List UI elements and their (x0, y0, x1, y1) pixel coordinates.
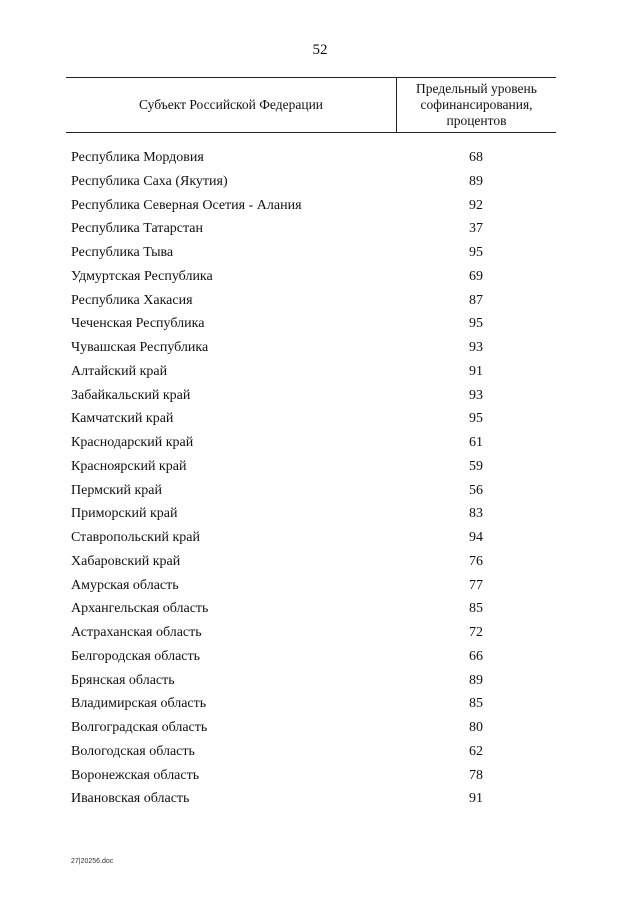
table-row (0, 146, 640, 170)
cofinancing-value: 85 (469, 696, 483, 712)
table-row (0, 479, 640, 503)
subject-name: Республика Северная Осетия - Алания (71, 197, 302, 213)
subject-name: Чувашская Республика (71, 340, 209, 355)
cofinancing-value: 91 (469, 791, 483, 807)
table-row (0, 289, 640, 313)
value-header-line: софинансирования, (420, 97, 533, 112)
cofinancing-value: 69 (469, 268, 483, 284)
subject-column-header: Субъект Российской Федерации (138, 97, 324, 112)
table-header (66, 77, 556, 133)
subject-name: Хабаровский край (71, 553, 181, 569)
subject-name: Приморский край (71, 506, 178, 522)
cofinancing-value: 91 (469, 363, 483, 379)
cofinancing-value: 87 (469, 292, 483, 308)
cofinancing-value: 95 (469, 316, 483, 332)
subject-name: Воронежская область (71, 767, 200, 783)
table-row (0, 407, 640, 431)
table-row (0, 669, 640, 693)
cofinancing-value: 77 (469, 577, 483, 593)
table-row (0, 312, 640, 336)
table-row (0, 194, 640, 218)
cofinancing-value: 80 (469, 720, 483, 735)
cofinancing-value: 59 (469, 458, 483, 474)
subject-name: Вологодская область (71, 743, 195, 759)
table-row (0, 526, 640, 550)
cofinancing-value: 66 (469, 648, 483, 664)
cofinancing-value: 92 (469, 197, 483, 213)
subject-name: Республика Татарстан (71, 221, 204, 237)
cofinancing-value: 68 (469, 150, 483, 165)
cofinancing-value: 78 (469, 767, 483, 783)
subject-name: Ставропольский край (71, 530, 200, 545)
table-row (0, 455, 640, 479)
table-row (0, 502, 640, 526)
value-header-line: Предельный уровень (416, 81, 537, 96)
table-row (0, 692, 640, 716)
table-row (0, 170, 640, 194)
subject-name: Владимирская область (71, 696, 207, 712)
subject-name: Удмуртская Республика (71, 268, 213, 284)
table-row (0, 550, 640, 574)
page-number: 52 (312, 42, 328, 58)
table-row (0, 621, 640, 645)
table-row (0, 336, 640, 360)
table-row (0, 574, 640, 598)
value-header-line: процентов (446, 113, 507, 128)
cofinancing-value: 94 (469, 530, 483, 545)
table-row (0, 597, 640, 621)
subject-name: Архангельская область (71, 601, 209, 617)
table-row (0, 217, 640, 241)
subject-name: Пермский край (71, 482, 162, 498)
subject-name: Республика Тыва (71, 245, 174, 260)
table-row (0, 787, 640, 811)
subject-name: Республика Саха (Якутия) (71, 173, 228, 189)
table-row (0, 431, 640, 455)
subject-name: Забайкальский край (71, 387, 191, 403)
table-row (0, 265, 640, 289)
table-body (0, 146, 640, 811)
subject-name: Волгоградская область (71, 720, 208, 735)
table-row (0, 645, 640, 669)
subject-name: Брянская область (71, 672, 175, 688)
table-row (0, 360, 640, 384)
table-row (0, 764, 640, 788)
table-row (0, 716, 640, 740)
cofinancing-value: 76 (469, 553, 483, 569)
table-row (0, 740, 640, 764)
cofinancing-value: 37 (469, 221, 483, 237)
subject-name: Ивановская область (71, 791, 190, 807)
cofinancing-value: 85 (469, 601, 483, 617)
cofinancing-value: 62 (469, 743, 483, 759)
cofinancing-value: 95 (469, 245, 483, 260)
cofinancing-value: 89 (469, 672, 483, 688)
table-row (0, 384, 640, 408)
cofinancing-value: 56 (469, 482, 483, 498)
cofinancing-value: 83 (469, 506, 483, 522)
cofinancing-value: 93 (469, 387, 483, 403)
subject-name: Красноярский край (71, 458, 187, 474)
footer-doc-code: 27|20256.doc (71, 858, 114, 865)
subject-name: Краснодарский край (71, 435, 194, 450)
subject-name: Белгородская область (71, 648, 201, 664)
subject-name: Камчатский край (71, 411, 174, 427)
cofinancing-value: 89 (469, 173, 483, 189)
cofinancing-value: 61 (469, 435, 483, 450)
subject-name: Алтайский край (71, 363, 168, 379)
subject-name: Астраханская область (71, 625, 202, 640)
cofinancing-value: 95 (469, 411, 483, 427)
subject-name: Республика Хакасия (71, 292, 193, 308)
subject-name: Амурская область (71, 577, 179, 593)
subject-name: Чеченская Республика (71, 316, 205, 332)
table-row (0, 241, 640, 265)
subject-name: Республика Мордовия (71, 150, 204, 165)
value-column-header (397, 81, 556, 129)
cofinancing-value: 93 (469, 340, 483, 355)
cofinancing-value: 72 (469, 625, 483, 640)
